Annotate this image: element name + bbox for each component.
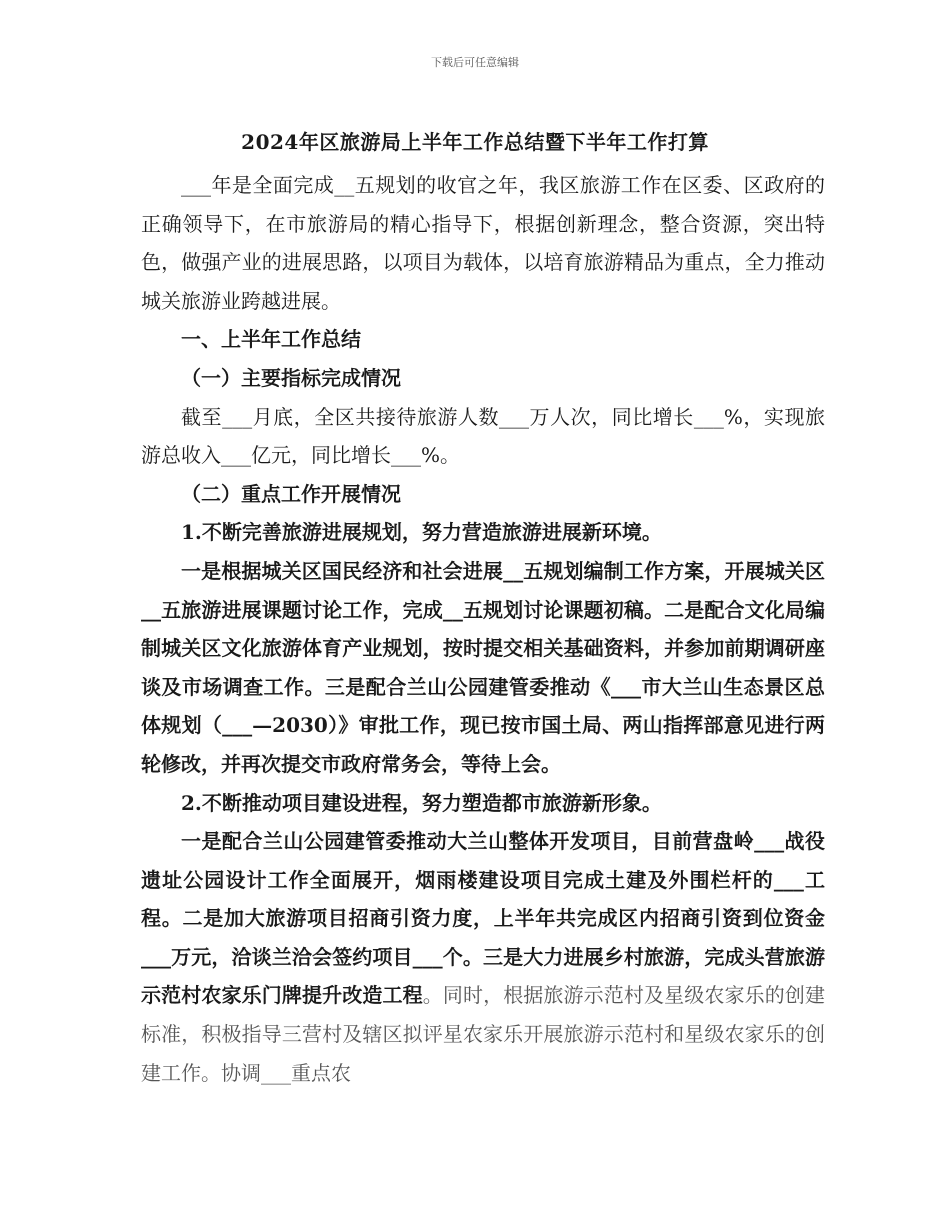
intro-paragraph: ___年是全面完成__五规划的收官之年，我区旅游工作在区委、区政府的正确领导下，在市旅游局的精心指导下，根据创新理念，整合资源，突出特色，做强产业的进展思路，以项目为载体，以培育旅游精品为重点，全力推动城关旅游业跨越进展。 [141, 173, 825, 313]
subsection-heading-2: （二）重点工作开展情况 [181, 481, 401, 506]
item2-body-bold: 一是配合兰山公园建管委推动大兰山整体开发项目，目前营盘岭___战役遗址公园设计工作全面展开，烟雨楼建设项目完成土建及外围栏杆的___工程。二是加大旅游项目招商引资力度，上半年共完成区内招商引资到位资金___万元，洽谈兰洽会签约项目___个。三是大力进展乡村旅游，完成头营旅游示范村农家乐门牌提升改造工程 [141, 829, 825, 1008]
header-note: 下载后可任意编辑 [431, 56, 519, 69]
document-body [141, 166, 825, 1092]
item2-title: 2.不断推动项目建设进程，努力塑造都市旅游新形象。 [181, 790, 662, 815]
item2-body-light: 。同时，根据旅游示范村及星级农家乐的创建标准，积极指导三营村及辖区拟评星农家乐开展旅游示范村和星级农家乐的创建工作。协调___重点农 [141, 983, 826, 1085]
item2-body [141, 822, 825, 1092]
indicators-paragraph: 截至___月底，全区共接待旅游人数___万人次，同比增长___%，实现旅游总收入___亿元，同比增长___%。 [141, 404, 825, 468]
subsection-heading-1: （一）主要指标完成情况 [181, 365, 401, 390]
item1-title: 1.不断完善旅游进展规划，努力营造旅游进展新环境。 [181, 520, 662, 545]
document-title: 2024年区旅游局上半年工作总结暨下半年工作打算 [241, 130, 709, 154]
item1-body: 一是根据城关区国民经济和社会进展__五规划编制工作方案，开展城关区__五旅游进展课题讨论工作，完成__五规划讨论课题初稿。二是配合文化局编制城关区文化旅游体育产业规划，按时提交相关基础资料，并参加前期调研座谈及市场调查工作。三是配合兰山公园建管委推动《___市大兰山生态景区总体规划（___—2030）》审批工作，现已按市国土局、两山指挥部意见进行两轮修改，并再次提交市政府常务会，等待上会。 [141, 558, 825, 776]
section-heading-1: 一、上半年工作总结 [181, 327, 361, 352]
